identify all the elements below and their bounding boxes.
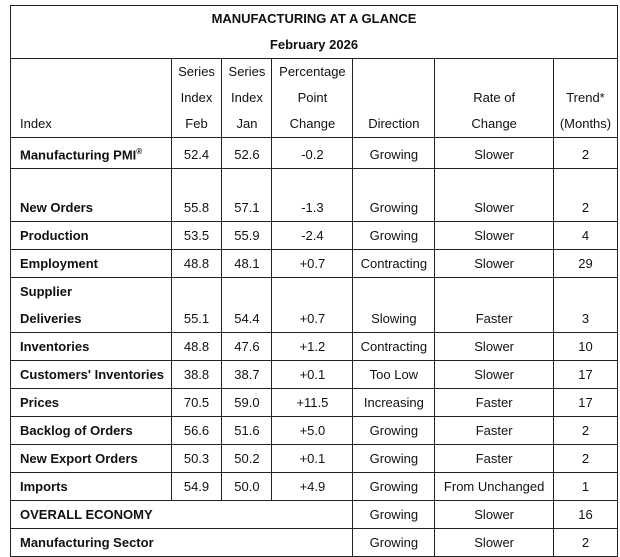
- table-row: [11, 333, 618, 361]
- cell-feb: 50.3: [171, 445, 222, 473]
- cell-feb: 70.5: [171, 389, 222, 417]
- cell-feb: 52.4: [171, 138, 222, 169]
- row-name-text: Employment: [20, 256, 99, 272]
- table-row: [11, 278, 618, 333]
- cell-feb: 54.9: [171, 473, 222, 501]
- cell-direction: Growing: [353, 501, 435, 529]
- header-line: Series: [178, 64, 215, 79]
- cell-direction: Increasing: [353, 389, 435, 417]
- cell-trend: 17: [553, 389, 617, 417]
- cell-trend: 29: [553, 250, 617, 278]
- header-feb: [171, 59, 222, 138]
- cell-rate: Slower: [435, 333, 554, 361]
- row-name: [11, 222, 172, 250]
- row-name-text: Manufacturing PMI: [20, 147, 137, 163]
- cell-rate: Slower: [435, 529, 554, 557]
- cell-direction: Contracting: [353, 333, 435, 361]
- cell-rate: Faster: [435, 445, 554, 473]
- cell-change: -2.4: [272, 222, 353, 250]
- cell-trend: 2: [553, 417, 617, 445]
- row-name: [11, 169, 172, 222]
- cell-change: +0.1: [272, 445, 353, 473]
- cell-feb: 38.8: [171, 361, 222, 389]
- cell-direction: Growing: [353, 445, 435, 473]
- table-row: [11, 169, 618, 222]
- cell-trend: 17: [553, 361, 617, 389]
- cell-feb: 56.6: [171, 417, 222, 445]
- table-row: [11, 417, 618, 445]
- header-line: Jan: [236, 116, 258, 131]
- cell-rate: Faster: [435, 278, 554, 333]
- header-index: Index: [11, 59, 172, 138]
- cell-rate: From Unchanged: [435, 473, 554, 501]
- row-name-text: Imports: [20, 479, 68, 495]
- cell-jan: 50.2: [222, 445, 272, 473]
- header-line: Trend*: [566, 90, 605, 105]
- cell-direction: Slowing: [353, 278, 435, 333]
- cell-direction: Growing: [353, 417, 435, 445]
- cell-change: +1.2: [272, 333, 353, 361]
- header-line: Point: [297, 90, 328, 105]
- cell-jan: 51.6: [222, 417, 272, 445]
- header-line: Change: [471, 116, 517, 131]
- header-line: (Months): [559, 116, 612, 131]
- row-name-text: Backlog of Orders: [20, 423, 133, 439]
- header-rate: [435, 59, 554, 138]
- summary-row: [11, 529, 618, 557]
- header-trend: [553, 59, 617, 138]
- row-name: [11, 278, 172, 333]
- table-row: [11, 473, 618, 501]
- cell-trend: 2: [553, 529, 617, 557]
- row-name-line: Supplier: [20, 284, 73, 300]
- row-name: [11, 389, 172, 417]
- cell-rate: Slower: [435, 501, 554, 529]
- cell-rate: Slower: [435, 169, 554, 222]
- table-row: [11, 250, 618, 278]
- header-direction: Direction: [353, 59, 435, 138]
- row-name-text: New Export Orders: [20, 451, 138, 467]
- table-row: [11, 389, 618, 417]
- cell-feb: 53.5: [171, 222, 222, 250]
- manufacturing-table: [10, 5, 618, 557]
- table-subtitle: February 2026: [11, 32, 618, 59]
- table-row: [11, 361, 618, 389]
- cell-feb: 48.8: [171, 333, 222, 361]
- row-name: OVERALL ECONOMY: [11, 501, 353, 529]
- header-line: Feb: [185, 116, 208, 131]
- table-title: MANUFACTURING AT A GLANCE: [11, 6, 618, 33]
- row-name-text: Prices: [20, 395, 60, 411]
- table-row-pmi: [11, 138, 618, 169]
- cell-jan: 38.7: [222, 361, 272, 389]
- row-name: [11, 333, 172, 361]
- header-jan: [222, 59, 272, 138]
- cell-feb: 55.1: [171, 278, 222, 333]
- summary-rows: [11, 501, 618, 557]
- cell-rate: Slower: [435, 250, 554, 278]
- cell-change: -0.2: [272, 138, 353, 169]
- summary-row: [11, 501, 618, 529]
- cell-rate: Faster: [435, 389, 554, 417]
- cell-jan: 54.4: [222, 278, 272, 333]
- cell-trend: 16: [553, 501, 617, 529]
- row-name: [11, 473, 172, 501]
- header-row: [11, 59, 618, 138]
- row-name: [11, 417, 172, 445]
- cell-direction: Growing: [353, 169, 435, 222]
- row-name: [11, 445, 172, 473]
- cell-jan: 52.6: [222, 138, 272, 169]
- cell-change: -1.3: [272, 169, 353, 222]
- cell-jan: 59.0: [222, 389, 272, 417]
- cell-change: +5.0: [272, 417, 353, 445]
- row-name: [11, 361, 172, 389]
- cell-direction: Growing: [353, 138, 435, 169]
- cell-trend: 2: [553, 445, 617, 473]
- row-name-text: New Orders: [20, 200, 93, 216]
- row-name-line: Deliveries: [20, 311, 82, 327]
- table-row: [11, 222, 618, 250]
- cell-jan: 50.0: [222, 473, 272, 501]
- row-name-text: Production: [20, 228, 89, 244]
- cell-feb: 48.8: [171, 250, 222, 278]
- spacer: [20, 169, 167, 194]
- index-rows: [11, 169, 618, 501]
- cell-change: +11.5: [272, 389, 353, 417]
- header-line: Index: [180, 90, 213, 105]
- row-name-text: Customers' Inventories: [20, 367, 164, 383]
- cell-direction: Too Low: [353, 361, 435, 389]
- cell-rate: Slower: [435, 361, 554, 389]
- cell-trend: 2: [553, 169, 617, 222]
- cell-rate: Slower: [435, 222, 554, 250]
- cell-trend: 2: [553, 138, 617, 169]
- cell-jan: 47.6: [222, 333, 272, 361]
- header-line: Series: [228, 64, 266, 79]
- cell-jan: 55.9: [222, 222, 272, 250]
- cell-rate: Faster: [435, 417, 554, 445]
- row-name-text: Inventories: [20, 339, 90, 355]
- row-name: Manufacturing Sector: [11, 529, 353, 557]
- cell-change: +0.1: [272, 361, 353, 389]
- header-line: Change: [289, 116, 336, 131]
- cell-change: +0.7: [272, 250, 353, 278]
- cell-feb: 55.8: [171, 169, 222, 222]
- row-name: [11, 250, 172, 278]
- cell-trend: 1: [553, 473, 617, 501]
- registered-mark: ®: [136, 147, 143, 156]
- header-line: Percentage: [279, 64, 346, 79]
- cell-direction: Growing: [353, 222, 435, 250]
- header-line: Index: [231, 90, 263, 105]
- cell-trend: 3: [553, 278, 617, 333]
- header-line: Rate of: [473, 90, 516, 105]
- cell-change: +0.7: [272, 278, 353, 333]
- cell-direction: Growing: [353, 473, 435, 501]
- cell-direction: Growing: [353, 529, 435, 557]
- header-change: [272, 59, 353, 138]
- row-name: [11, 138, 172, 169]
- cell-change: +4.9: [272, 473, 353, 501]
- table-row: [11, 445, 618, 473]
- cell-rate: Slower: [435, 138, 554, 169]
- cell-trend: 10: [553, 333, 617, 361]
- cell-jan: 57.1: [222, 169, 272, 222]
- cell-jan: 48.1: [222, 250, 272, 278]
- cell-direction: Contracting: [353, 250, 435, 278]
- cell-trend: 4: [553, 222, 617, 250]
